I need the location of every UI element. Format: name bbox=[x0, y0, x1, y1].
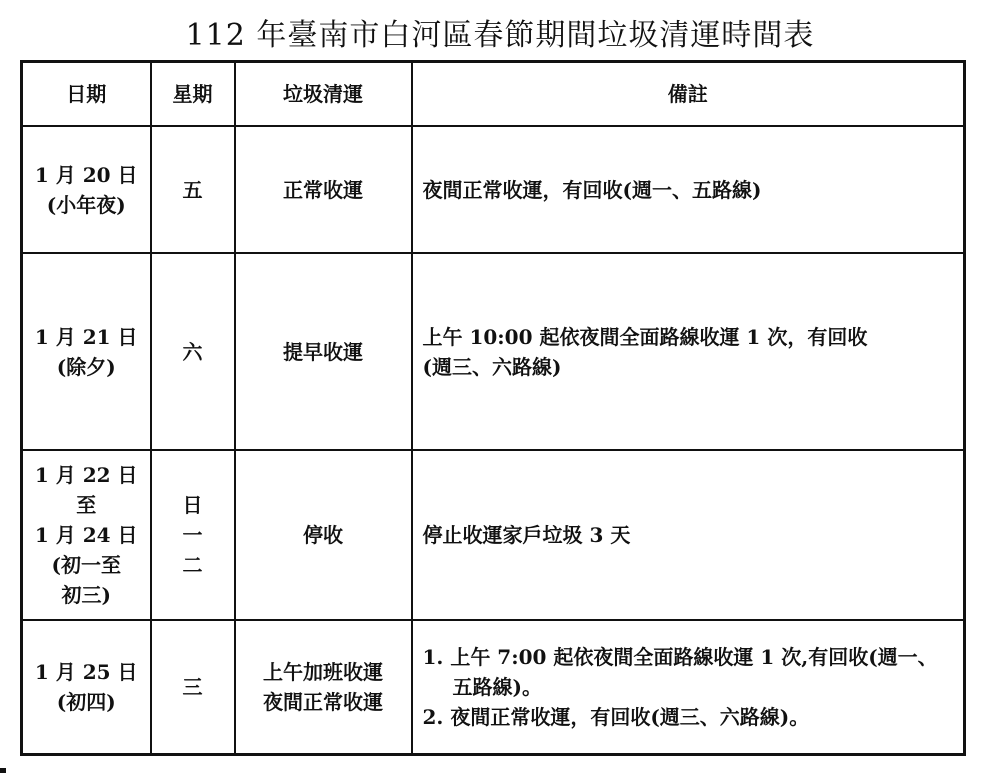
note-line: (週三、六路線) bbox=[422, 354, 562, 379]
weekday-cell bbox=[151, 253, 235, 450]
note-line: 上午 10:00 起依夜間全面路線收運 1 次，有回收 bbox=[422, 324, 868, 349]
date-line: 1 月 25 日 bbox=[34, 659, 138, 684]
note-item: 1. 上午 7:00 起依夜間全面路線收運 1 次,有回收(週一、五路線)。 bbox=[422, 644, 938, 699]
note-item: 2. 夜間正常收運，有回收(週三、六路線)。 bbox=[422, 704, 810, 729]
weekday-line: 二 bbox=[182, 553, 203, 577]
date-line: (小年夜) bbox=[46, 192, 126, 217]
notes-cell bbox=[412, 450, 965, 620]
weekday-cell bbox=[151, 126, 235, 253]
page-title: 112 年臺南市白河區春節期間垃圾清運時間表 bbox=[185, 18, 815, 53]
notes-cell bbox=[412, 253, 965, 450]
date-cell bbox=[22, 253, 151, 450]
table-row bbox=[22, 620, 965, 754]
table-header-row bbox=[22, 62, 965, 127]
date-line: 1 月 20 日 bbox=[34, 162, 138, 187]
date-line: (初四) bbox=[56, 689, 116, 714]
date-line: 1 月 24 日 bbox=[34, 523, 138, 547]
collection-line: 提早收運 bbox=[283, 339, 363, 364]
header-notes: 備註 bbox=[412, 62, 965, 127]
collection-cell bbox=[235, 126, 412, 253]
date-line: 1 月 22 日 bbox=[34, 463, 138, 487]
weekday-line: 一 bbox=[182, 523, 203, 547]
weekday-cell bbox=[151, 450, 235, 620]
note-line: 夜間正常收運，有回收(週一、五路線) bbox=[422, 177, 762, 202]
date-cell bbox=[22, 126, 151, 253]
note-list bbox=[423, 642, 958, 732]
date-line: 1 月 21 日 bbox=[34, 324, 138, 349]
collection-cell bbox=[235, 450, 412, 620]
date-line: 至 bbox=[76, 493, 97, 517]
collection-line: 上午加班收運 bbox=[263, 659, 383, 684]
table-row bbox=[22, 126, 965, 253]
notes-cell bbox=[412, 620, 965, 754]
weekday-line: 六 bbox=[182, 339, 203, 364]
weekday-cell bbox=[151, 620, 235, 754]
date-line: 初三) bbox=[61, 583, 111, 607]
collection-cell bbox=[235, 253, 412, 450]
collection-line: 夜間正常收運 bbox=[263, 689, 383, 714]
weekday-line: 五 bbox=[182, 177, 203, 202]
collection-line: 正常收運 bbox=[283, 177, 363, 202]
date-cell bbox=[22, 450, 151, 620]
date-cell bbox=[22, 620, 151, 754]
date-line: (初一至 bbox=[51, 553, 121, 577]
weekday-line: 日 bbox=[182, 493, 203, 517]
date-line: (除夕) bbox=[56, 354, 116, 379]
notes-cell bbox=[412, 126, 965, 253]
weekday-line: 三 bbox=[182, 674, 203, 699]
table-row bbox=[22, 450, 965, 620]
note-line: 停止收運家戶垃圾 3 天 bbox=[422, 523, 631, 547]
table-row bbox=[22, 253, 965, 450]
header-collection: 垃圾清運 bbox=[235, 62, 412, 127]
header-date: 日期 bbox=[22, 62, 151, 127]
collection-cell bbox=[235, 620, 412, 754]
collection-line: 停收 bbox=[303, 523, 343, 547]
page-edge-mark bbox=[0, 768, 6, 773]
schedule-table bbox=[20, 60, 966, 756]
header-weekday: 星期 bbox=[151, 62, 235, 127]
